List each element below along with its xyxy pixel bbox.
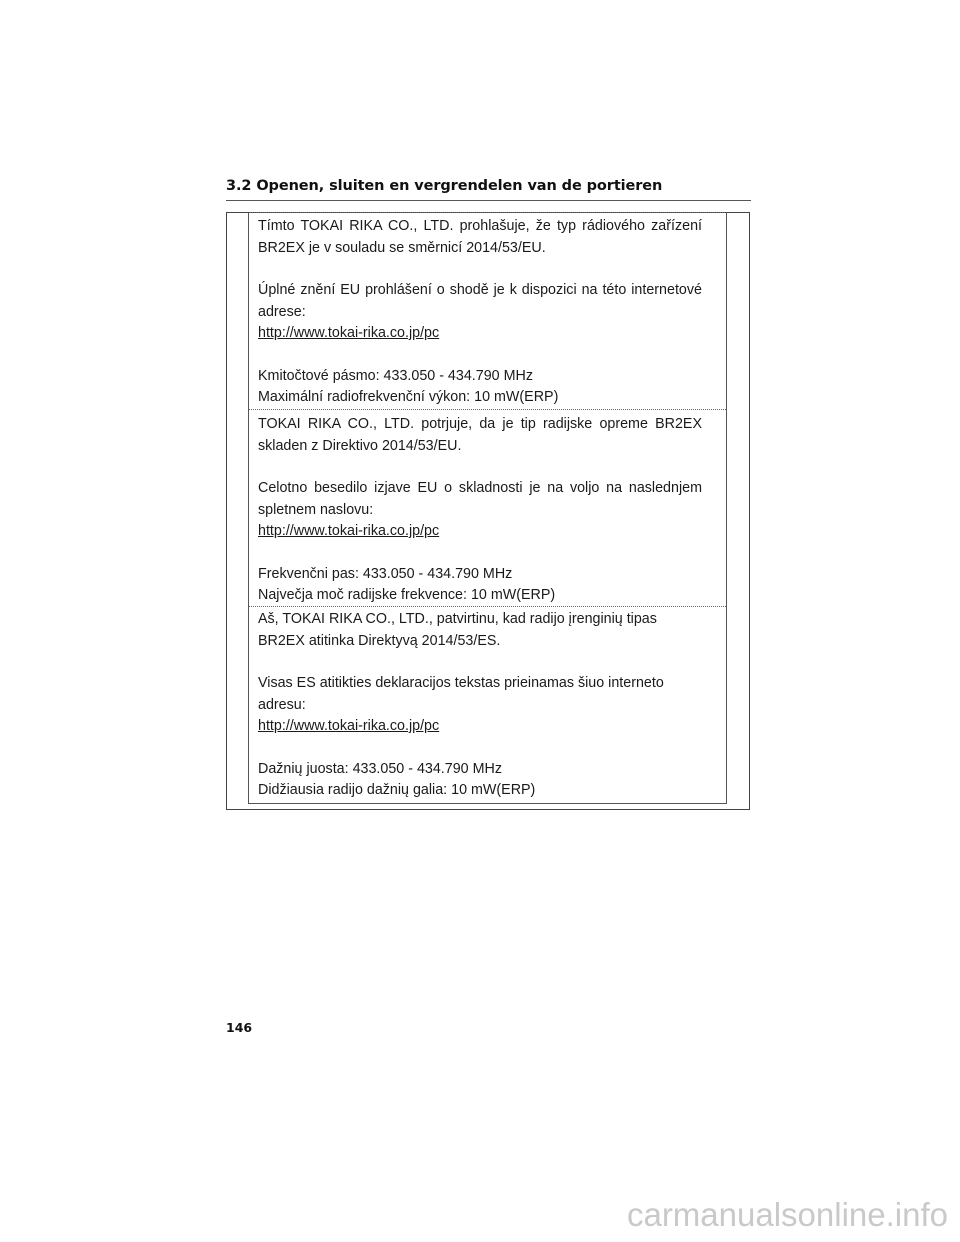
fulltext-line: spletnem naslovu: xyxy=(258,501,374,518)
header-divider xyxy=(226,200,751,201)
declaration-url-link[interactable]: http://www.tokai-rika.co.jp/pc xyxy=(258,718,440,734)
frequency-band: Frekvenčni pas: 433.050 - 434.790 MHz xyxy=(258,565,513,582)
fulltext-line: adrese: xyxy=(258,303,306,320)
site-watermark: carmanualsonline.info xyxy=(626,1196,948,1233)
declaration-czech xyxy=(249,212,726,410)
max-power: Didžiausia radijo dažnių galia: 10 mW(ERP) xyxy=(258,782,536,798)
page-number: 146 xyxy=(226,1020,253,1035)
declaration-url-link[interactable]: http://www.tokai-rika.co.jp/pc xyxy=(258,523,440,539)
declaration-url-link[interactable]: http://www.tokai-rika.co.jp/pc xyxy=(258,325,440,341)
max-power: Maximální radiofrekvenční výkon: 10 mW(ERP) xyxy=(258,389,559,405)
declaration-line: BR2EX atitinka Direktyvą 2014/53/ES. xyxy=(258,632,501,649)
declaration-line: TOKAI RIKA CO., LTD. potrjuje, da je tip radijske opreme BR2EX xyxy=(258,416,702,432)
declaration-document xyxy=(248,212,727,804)
section-header: 3.2 Openen, sluiten en vergrendelen van de portieren xyxy=(226,178,663,194)
declaration-line: skladen z Direktivo 2014/53/EU. xyxy=(258,437,462,454)
declaration-slovenian xyxy=(249,410,726,607)
fulltext-line: Visas ES atitikties deklaracijos tekstas prieinamas šiuo interneto xyxy=(258,675,664,691)
declaration-line: BR2EX je v souladu se směrnicí 2014/53/EU. xyxy=(258,239,546,256)
max-power: Največja moč radijske frekvence: 10 mW(ERP) xyxy=(258,587,556,603)
declaration-line: Aš, TOKAI RIKA CO., LTD., patvirtinu, kad radijo įrenginių tipas xyxy=(258,611,657,627)
fulltext-line: Celotno besedilo izjave EU o skladnosti je na voljo na naslednjem xyxy=(258,480,702,496)
declaration-line: Tímto TOKAI RIKA CO., LTD. prohlašuje, že typ rádiového zařízení xyxy=(258,218,702,234)
frequency-band: Kmitočtové pásmo: 433.050 - 434.790 MHz xyxy=(258,367,533,384)
declaration-lithuanian xyxy=(249,607,726,804)
fulltext-line: adresu: xyxy=(258,696,306,713)
frequency-band: Dažnių juosta: 433.050 - 434.790 MHz xyxy=(258,760,502,777)
fulltext-line: Úplné znění EU prohlášení o shodě je k dispozici na této internetové xyxy=(258,282,702,298)
